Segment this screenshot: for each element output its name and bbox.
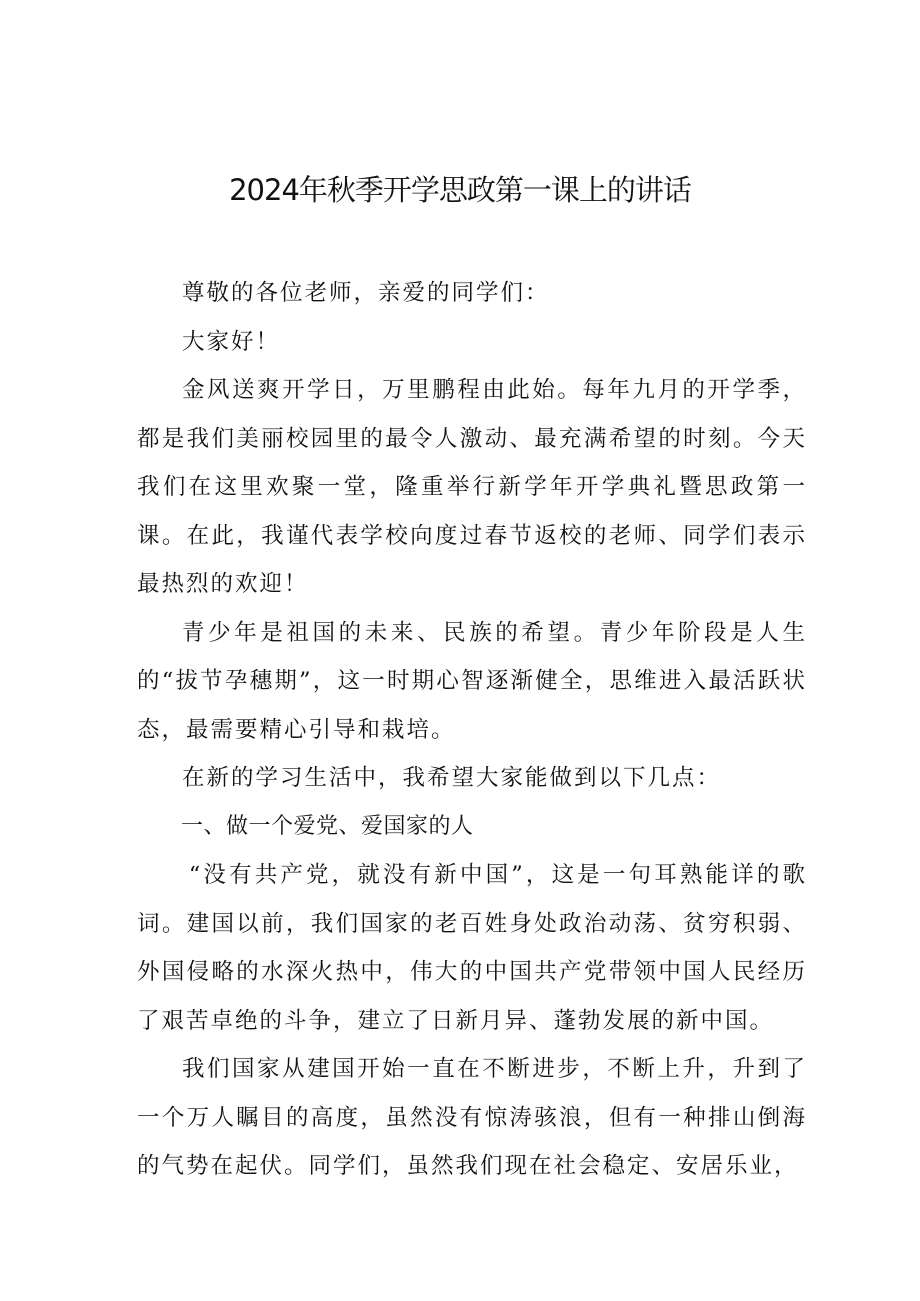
- section-heading-1: 一、做一个爱党、爱国家的人: [181, 813, 474, 839]
- paragraph-progress: 我们国家从建国开始一直在不断进步，不断上升，升到了一个万人瞩目的高度，虽然没有惊涛骇浪，但有一种排山倒海的气势在起伏。同学们，虽然我们现在社会稳定、安居乐业，: [137, 1056, 807, 1179]
- document-title: 2024年秋季开学思政第一课上的讲话: [229, 173, 691, 207]
- greeting: 尊敬的各位老师，亲爱的同学们：: [182, 280, 550, 306]
- paragraph-hopes: 在新的学习生活中，我希望大家能做到以下几点：: [182, 765, 722, 791]
- document-body: [137, 269, 807, 1191]
- hello-line: 大家好！: [182, 328, 281, 355]
- paragraph-welcome: 金风送爽开学日，万里鹏程由此始。每年九月的开学季，都是我们美丽校园里的最令人激动、最充满希望的时刻。今天我们在这里欢聚一堂，隆重举行新学年开学典礼暨思政第一课。在此，我谨代表学校向度过春节返校的老师、同学们表示最热烈的欢迎！: [137, 377, 807, 597]
- paragraph-party: “没有共产党，就没有新中国”，这是一句耳熟能详的歌词。建国以前，我们国家的老百姓身处政治动荡、贫穷积弱、外国侵略的水深火热中，伟大的中国共产党带领中国人民经历了艰苦卓绝的斗争，建立了日新月异、蓬勃发展的新中国。: [137, 862, 807, 1034]
- paragraph-youth: 青少年是祖国的未来、民族的希望。青少年阶段是人生的“拔节孕穗期”，这一时期心智逐渐健全，思维进入最活跃状态，最需要精心引导和栽培。: [137, 619, 807, 743]
